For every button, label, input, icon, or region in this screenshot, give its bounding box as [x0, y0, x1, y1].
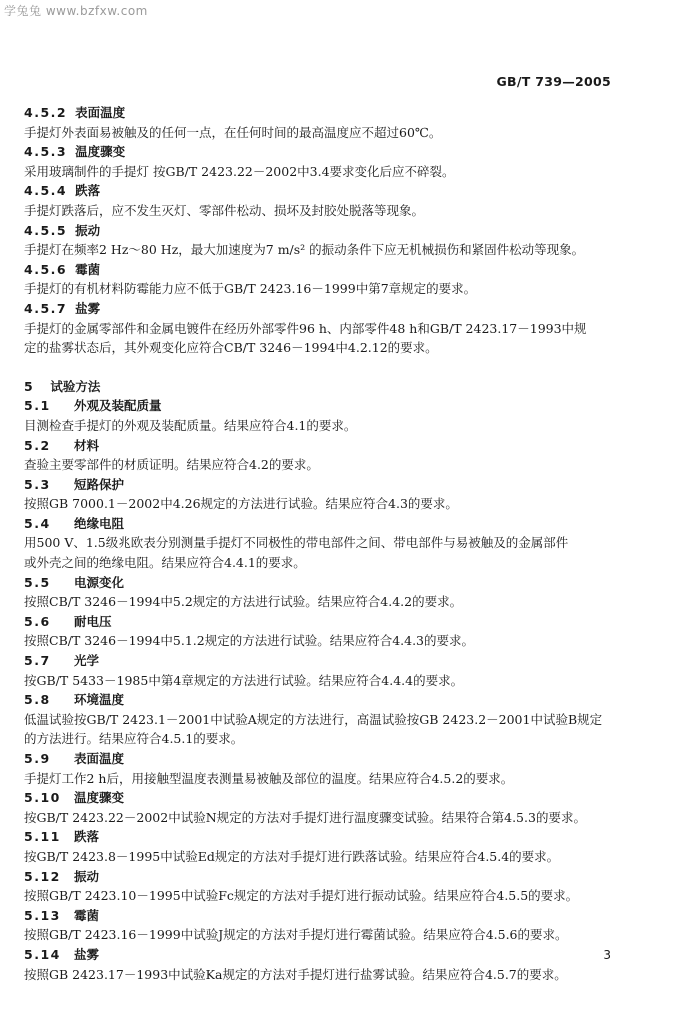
clause-body-line: 定的盐雾状态后，其外观变化应符合CB/T 3246－1994中4.2.12的要求。: [24, 340, 438, 356]
clause-heading: [24, 612, 624, 632]
clause-body-line: 按照CB/T 3246－1994中5.1.2规定的方法进行试验。结果应符合4.4.3的要求。: [24, 633, 475, 649]
clause-body-line: 按照GB/T 2423.16－1999中试验J规定的方法对手提灯进行霉菌试验。结果应符合4.5.6的要求。: [24, 927, 568, 943]
clause-title: 绝缘电阻: [74, 515, 125, 531]
clause-number: 5.7: [24, 653, 51, 669]
clause-number: 4.5.3: [24, 144, 68, 160]
clause-number: 5.9: [24, 751, 51, 766]
clause-body-line: 的方法进行。结果应符合4.5.1的要求。: [24, 731, 244, 747]
clause-heading: [24, 906, 624, 926]
clause-number: 4.5.6: [24, 261, 68, 277]
clause-title: 温度骤变: [75, 144, 126, 160]
clause-heading: [24, 181, 624, 201]
clause-heading: [24, 103, 624, 123]
section-5-number: 5: [24, 378, 35, 394]
clause: [24, 749, 624, 788]
clause-body-line: 按GB/T 2423.8－1995中试验Ed规定的方法对手提灯进行跌落试验。结果应符合4.5.4的要求。: [24, 848, 560, 864]
clause-heading: [24, 260, 624, 280]
clause-heading: [24, 749, 624, 769]
clause-title: 环境温度: [74, 692, 125, 708]
clause-title: 光学: [74, 653, 100, 669]
clause: [24, 221, 624, 260]
section-4-5-clauses: [24, 103, 624, 358]
clause-number: 5.4: [24, 515, 51, 531]
clause-body-line: 按照GB/T 2423.10－1995中试验Fc规定的方法对手提灯进行振动试验。结果应符合4.5.5的要求。: [24, 888, 579, 904]
clause-heading: [24, 396, 624, 416]
clause: [24, 651, 624, 690]
clause-title: 霉菌: [75, 261, 101, 277]
clause-body-line: 按照CB/T 3246－1994中5.2规定的方法进行试验。结果应符合4.4.2的要求。: [24, 594, 463, 610]
clause-number: 5.13: [24, 907, 61, 923]
clause: [24, 142, 624, 181]
clause-heading: [24, 475, 624, 495]
clause-heading: [24, 573, 624, 593]
clause-number: 5.14: [24, 946, 61, 962]
clause-heading: [24, 221, 624, 241]
section-5-heading: [24, 377, 624, 397]
clause-number: 5.1: [24, 398, 51, 414]
clause-title: 表面温度: [74, 751, 125, 766]
clause-heading: [24, 142, 624, 162]
clause-heading: [24, 651, 624, 671]
clause-number: 5.10: [24, 790, 61, 806]
clause: [24, 103, 624, 142]
clause: [24, 945, 624, 984]
clause-title: 振动: [74, 868, 100, 884]
clause-heading: [24, 514, 624, 534]
clause-number: 5.5: [24, 574, 51, 590]
clause-heading: [24, 436, 624, 456]
clause-body-line: 用500 V、1.5级兆欧表分别测量手提灯不同极性的带电部件之间、带电部件与易被触及的金属部件: [24, 535, 569, 551]
section-5-clauses: [24, 396, 624, 984]
clause: [24, 827, 624, 866]
clause-title: 电源变化: [74, 574, 125, 590]
clause-body-line: 手提灯外表面易被触及的任何一点，在任何时间的最高温度应不超过60℃。: [24, 124, 442, 140]
clause: [24, 396, 624, 435]
clause-body-line: 手提灯跌落后，应不发生灭灯、零部件松动、损坏及封胶处脱落等现象。: [24, 202, 425, 218]
clause-title: 外观及装配质量: [74, 398, 162, 414]
clause-title: 跌落: [75, 183, 101, 199]
clause-title: 盐雾: [74, 946, 100, 962]
clause: [24, 475, 624, 514]
clause: [24, 906, 624, 945]
clause: [24, 260, 624, 299]
clause-heading: [24, 827, 624, 847]
clause: [24, 612, 624, 651]
clause-title: 盐雾: [75, 300, 101, 316]
clause-heading: [24, 788, 624, 808]
clause-title: 跌落: [74, 829, 100, 845]
clause-heading: [24, 690, 624, 710]
clause-number: 4.5.2: [24, 105, 68, 120]
clause: [24, 788, 624, 827]
clause-number: 5.2: [24, 437, 51, 453]
clause-body-line: 按GB/T 5433－1985中第4章规定的方法进行试验。结果应符合4.4.4的要求。: [24, 672, 464, 688]
clause-body-line: 查验主要零部件的材质证明。结果应符合4.2的要求。: [24, 457, 319, 473]
clause-body-line: 目测检查手提灯的外观及装配质量。结果应符合4.1的要求。: [24, 417, 357, 433]
clause-body-line: 手提灯工作2 h后，用接触型温度表测量易被触及部位的温度。结果应符合4.5.2的要求。: [24, 770, 514, 786]
clause-body-line: 手提灯的金属零部件和金属电镀件在经历外部零件96 h、内部零件48 h和GB/T 2423.17－1993中规: [24, 320, 587, 336]
clause-title: 耐电压: [74, 613, 112, 629]
clause-title: 振动: [75, 222, 101, 238]
section-5-title: 试验方法: [50, 378, 101, 394]
clause: [24, 867, 624, 906]
clause-number: 5.8: [24, 692, 51, 708]
clause-body-line: 按照GB 2423.17－1993中试验Ka规定的方法对手提灯进行盐雾试验。结果应符合4.5.7的要求。: [24, 966, 567, 982]
clause-body-line: 手提灯的有机材料防霉能力应不低于GB/T 2423.16－1999中第7章规定的要求。: [24, 281, 477, 297]
clause: [24, 181, 624, 220]
clause-number: 4.5.5: [24, 222, 68, 238]
page-number: 3: [603, 948, 611, 962]
clause: [24, 514, 624, 573]
clause: [24, 299, 624, 358]
clause-number: 5.11: [24, 829, 61, 845]
standard-code: GB/T 739—2005: [496, 74, 611, 89]
clause-number: 4.5.7: [24, 300, 68, 316]
clause-body-line: 采用玻璃制件的手提灯 按GB/T 2423.22－2002中3.4要求变化后应不碎裂。: [24, 163, 455, 179]
clause-number: 4.5.4: [24, 183, 68, 199]
clause-body-line: 按照GB 7000.1－2002中4.26规定的方法进行试验。结果应符合4.3的要求。: [24, 496, 458, 512]
clause-body-line: 低温试验按GB/T 2423.1－2001中试验A规定的方法进行，高温试验按GB 2423.2－2001中试验B规定: [24, 711, 603, 727]
clause-title: 霉菌: [74, 907, 100, 923]
clause-body-line: 手提灯在频率2 Hz～80 Hz，最大加速度为7 m/s² 的振动条件下应无机械损伤和紧固件松动等现象。: [24, 242, 585, 258]
clause-number: 5.6: [24, 613, 51, 629]
clause-heading: [24, 299, 624, 319]
document-body: [24, 103, 624, 984]
clause-body-line: 或外壳之间的绝缘电阻。结果应符合4.4.1的要求。: [24, 555, 306, 571]
clause-number: 5.12: [24, 868, 61, 884]
watermark-text: 学兔兔 www.bzfxw.com: [4, 4, 148, 18]
clause-heading: [24, 945, 624, 965]
clause-title: 材料: [74, 437, 100, 453]
clause: [24, 436, 624, 475]
clause: [24, 573, 624, 612]
clause-number: 5.3: [24, 476, 51, 492]
clause-title: 温度骤变: [74, 790, 125, 806]
clause-heading: [24, 867, 624, 887]
clause: [24, 690, 624, 749]
clause-title: 表面温度: [75, 105, 126, 120]
clause-body-line: 按GB/T 2423.22－2002中试验N规定的方法对手提灯进行温度骤变试验。结果符合第4.5.3的要求。: [24, 809, 586, 825]
clause-title: 短路保护: [74, 476, 125, 492]
